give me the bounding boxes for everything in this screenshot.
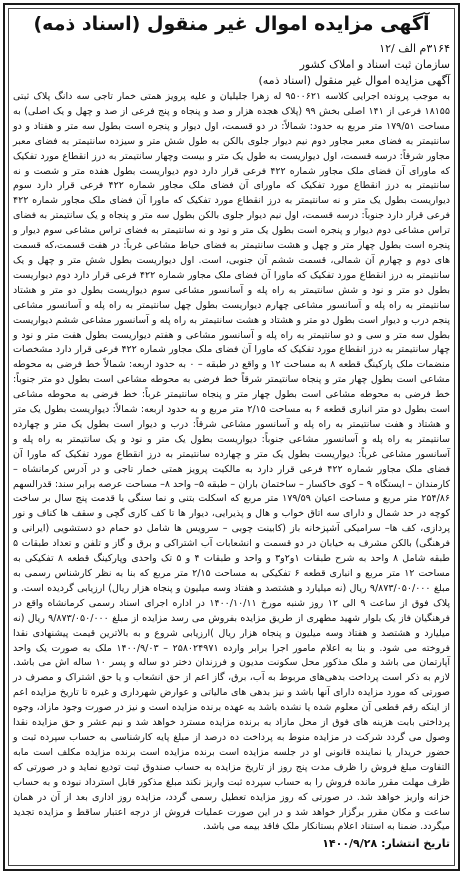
notice-reference-number: ۳۱۶۴م الف /۱۲ [379,42,450,55]
notice-organization: سازمان ثبت اسناد و املاک کشور [299,58,450,71]
notice-subtitle: آگهی مزایده اموال غیر منقول (اسناد ذمه) [258,74,450,87]
notice-document [13,11,450,852]
notice-frame [3,3,460,871]
publication-date: تاریخ انتشار: ۱۴۰۰/۹/۲۸ [322,837,450,851]
notice-title: آگهی مزایده اموال غیر منقول (اسناد ذمه) [33,13,430,35]
notice-body-text: به موجب پرونده اجرایی کلاسه ۹۵۰۰۶۲۱ له زهرا جلیلیان و علیه پرویز همتی خمار تاجی سه دانگ پلاک ثبتی ۱۸۱۵۵ فرعی از ۱۴۱ اصلی بخش ۹۹ (پلاک هجده هزار و صد و پنجاه و پنج فرعی از صد و چهل و یک اصلی) به مساحت ۱۷۹/۵۱ متر مربع به حدود: شمالاً: در دو قسمت، اول دیوار و پنجره است بطول سه متر و هفتاد و دو سانتیمتر به فضای معبر مجاور دوم نیم دیوار جلوی بالکن به طول شش متر و سیزده سانتیمتر به فضای معبر مجاور شرقاً: درسه قسمت، اول دیواریست به طول یک متر و بیست وچهار سانتیمتر به درز انقطاع مورد تفکیک که ماورای آن فضای ملک مجاور شماره ۴۲۲ فرعی قرار دارد دوم دیواریست بطول هفده متر و شصت و نه سانتیمتر به درز انقطاع مورد تفکیک که ماورای آن فضای ملک مجاور شماره ۴۲۲ فرعی قرار دارد سوم دیواریست بطول یک متر و نه سانتیمتر به درز انقطاع مورد تفکیک که ماورا آن فضای ملک مجاور شماره ۴۲۲ فرعی قرار دارد جنوباً: درسه قسمت، اول نیم دیوار جلوی بالکن بطول سه متر و پنجاه و یک سانتیمتر به فضای تراس مشاعی دوم دیوار و پنجره است بطول یک متر و نود و نه سانتیمتر به فضای تراس مشاعی سوم دیوار و پنجره است بطول چهار متر و چهل و هشت سانتیمتر به فضای حیاط مشاعی غرباً: در هفت قسمت،که قسمت های دوم و چهارم آن شمالی، قسمت ششم آن جنوبی، است. اول دیواریست بطول شش متر و چهل و یک سانتیمتر به درز انقطاع مورد تفکیک که ماورا آن فضای ملک مجاور شماره ۴۲۲ فرعی قرار دارد دوم دیواریست بطول دو متر و نود و شش سانتیمتر به راه پله و آسانسور مشاعی سوم دیواریست بطول دو متر و هشتاد سانتیمتر به راه پله و آسانسور مشاعی چهارم دیواریست بطول چهل سانتیمتر به راه پله و آسانسور مشاعی پنجم درب و دیوار است بطول دو متر و هشتاد و هشت سانتیمتر به راه پله و آسانسور مشاعی ششم دیواریست بطول سه متر و سی و دو سانتیمتر به راه پله و آسانسور مشاعی و هفتم دیواریست بطول هفت متر و نود و چهار سانتیمتر به درز انقطاع مورد تفکیک که ماورا آن فضای ملک مجاور شماره ۴۲۲ فرعی قرار دارد مشخصات منضمات ملک پارکینگ قطعه ۸ به مساحت ۱۲ و واقع در طبقه – ۰ به حدود اربعه: شمالاً خط فرضی به محوطه مشاعی است بطول چهار متر و پنجاه سانتیمتر شرقاً خط فرضی به محوطه مشاعی است بطول دو متر جنوباً: خط فرضی به محوطه مشاعی است بطول چهار متر و پنجاه سانتیمتر غرباً: خط فرضی به محوطه مشاعی است بطول دو متر انباری قطعه ۶ به مساحت ۲/۱۵ متر مربع و به حدود اربعه: شمالاً: دیواریست بطول یک متر و هشتاد و هفت سانتیمتر به راه پله و آسانسور مشاعی شرقاً: درب و دیوار است بطول یک متر و چهارده سانتیمتر به راه پله و آسانسور مشاعی جنوباً: دیواریست بطول یک متر و نود و یک سانتیمتر به راه پله و آسانسور مشاعی غرباً: دیواریست بطول یک متر و چهارده سانتیمتر به درز انقطاع مورد تفکیک که ماورا آن فضای ملک مجاور شماره ۴۲۲ فرعی قرار دارد به مالکیت پرویز همتی خمار تاجی و در آدرس کرمانشاه – کارمندان – ایستگاه ۹ – کوی خاکسار – ساختمان باران – طبقه ۵– واحد ۸– مساحت عرصه برابر سند: قدرالسهم ۲۵۴/۸۶ متر مربع و مساحت اعیان ۱۷۹/۵۹ متر مربع که اسکلت بتنی و نما سنگی با قدمت پنج سال بر ساخت کوچه در حد شمال و دارای سه اتاق خواب و هال و پذیرایی، دیوار ها تا کف کاری گچی و سقف ها کناف و نور پردازی، کف ها– سرامیکی آشپزخانه باز (کابینت چوبی – سرویس ها شامل دو حمام دو دستشویی (ایرانی و فرهنگی) بالکن مشرف به خیابان در دو قسمت و انشعابات آب اشتراکی و برق و گاز و تلفن و تعداد طبقات ۵ طبقه شامل ۸ واحد به شرح طبقات ۱و۲و۳ و واحد و طبقات ۴ و ۵ تک واحدی وپارکینگ قطعه ۸ تفکیکی به مساحت ۱۲ متر مربع و انباری قطعه ۶ تفکیکی به مساحت ۲/۱۵ متر مربع که بنا به نظر کارشناس رسمی به مبلغ ۹/۸۷۳/۰۵۰/۰۰۰ ریال (نه میلیارد و هشتصد و هفتاد وسه میلیون و پنجاه هزار ریال) ارزیابی گردیده است. و پلاک فوق از ساعت ۹ الی ۱۲ روز شنبه مورخ ۱۴۰۰/۱۰/۱۱ در اداره اجرای اسناد رسمی کرمانشاه واقع در فرهنگیان فاز یک بلوار شهید مطهری از طریق مزایده بفروش می رسد مزایده از مبلغ ۹/۸۷۳/۰۵۰/۰۰۰ ریال (نه میلیارد و هشتصد و هفتاد وسه میلیون و پنجاه هزار ریال )ارزیابی شروع و به بالاترین قیمت پیشنهادی نقدا فروخته می شود. و بنا به اعلام مامور اجرا برابر وارده ۲۵۸۰۲۴۹۷۱ – ۱۴۰۰/۹/۰۳ ملک به صورت یک واحد آپارتمان می باشد و ملک مذکور محل سکونت مدیون و فرزندان دختر دو ساله و پسر ۱۰ ساله اش می باشد. لازم به ذکر است پرداخت بدهی‌های مربوط به آب، برق، گاز اعم از حق انشعاب و یا حق اشتراک و مصرف در صورتی که مورد مزایده دارای آنها باشد و نیز بدهی های مالیاتی و عوارض شهرداری و غیره تا تاریخ مزایده اعم از اینکه رقم قطعی آن معلوم شده یا نشده باشد به عهده برنده مزایده است و نیز در صورت وجود مازاد، وجوه پرداختی بابت هزینه های فوق از محل مازاد به برنده مزایده مسترد خواهد شد و نیم عشر و حق مزایده نقدا وصول می گردد شرکت در مزایده منوط به پرداخت ده درصد از مبلغ پایه کارشناسی به حساب سپرده ثبت و حضور خریدار یا نماینده قانونی او در جلسه مزایده است برنده مزایده است برنده مزایده مکلف است مابه التفاوت مبلغ فروش را ظرف مدت پنج روز از تاریخ مزایده به حساب صندوق ثبت تودیع نماید و در صورتی که ظرف مهلت مقرر مانده فروش را به حساب سپرده ثبت واریز نکند مبلغ مذکور قابل استرداد نبوده و به حساب خزانه واریز خواهد شد. در صورتی که روز مزایده تعطیل رسمی گردد، مزایده روز اداری بعد از آن در همان ساعت و مکان مقرر برگزار خواهد شد و در این صورت عملیات فروش از درجه اعتبار ساقط و مزایده تجدید میگردد. ضمنا به استناد اعلام بستانکار ملک فاقد بیمه می باشد. [13,91,451,833]
